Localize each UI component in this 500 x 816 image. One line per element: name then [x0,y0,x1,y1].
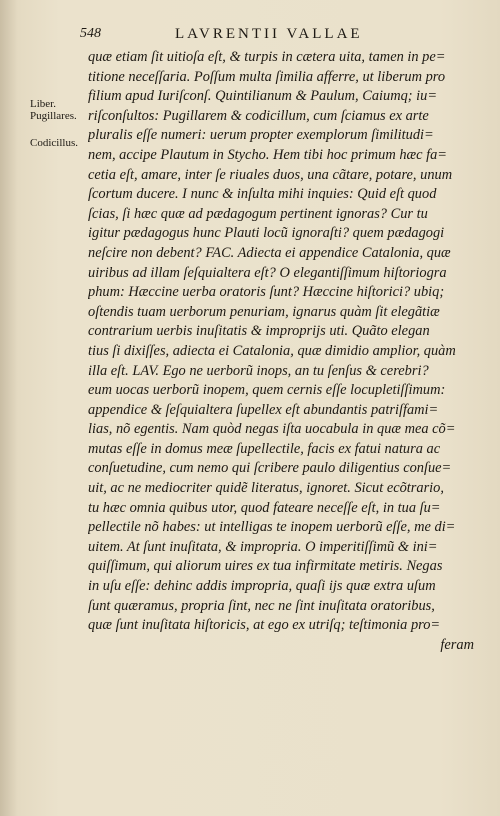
text-line: igitur pædagogus hunc Plauti locũ ignoraſti? quem pædagogi [88,225,445,242]
text-line: mutas eſſe in domus meæ ſupellectile, facis ex fatui natura ac [88,440,441,457]
margin-note-pugillares [30,98,77,122]
running-head: LAVRENTII VALLAE [175,26,363,42]
margin-note-codicillus [30,137,78,149]
text-line: tius ſi dixiſſes, adiecta ei Catalonia, quæ dimidio amplior, quàm [88,342,456,359]
body-text [88,48,488,655]
text-line: pellectile nõ habes: ut intelligas te inopem uerborũ eſſe, me di= [88,519,456,536]
text-line: titione neceſſaria. Poſſum multa ſimilia afferre, ut liberum pro [88,68,446,85]
catchword: feram [440,636,474,653]
text-line: nem, accipe Plautum in Stycho. Hem tibi hoc primum hæc fa= [88,146,448,163]
text-line: illa eſt. LAV. Ego ne uerborũ inops, an tu ſenſus & cerebri? [88,362,429,379]
text-line: filium apud Iuriſconſ. Quintilianum & Paulum, Caiumq; iu= [88,88,438,105]
text-line: cetia eſt, amare, inter ſe riuales duos, una cãtare, potare, unum [88,166,453,183]
text-line: uit, ac ne mediocriter quidẽ literatus, ignoret. Sicut ecõtrario, [88,480,444,497]
text-line: in uſu eſſe: dehinc addis impropria, quaſi ijs quæ extra uſum [88,578,436,595]
text-line: quæ ſunt inuſitata hiſtoricis, at ego ex utriſq; teſtimonia pro= [88,617,441,634]
text-line: phum: Hæccine uerba oratoris ſunt? Hæccine hiſtorici? ubiq; [88,284,445,301]
text-line: contrarium uerbis inuſitatis & improprijs uti. Quãto elegan [88,323,430,340]
text-line: neſcire non debent? FAC. Adiecta ei appendice Catalonia, quæ [88,244,451,261]
text-line: appendice & ſeſquialtera ſupellex eſt abundantis patriſfami= [88,401,439,418]
page-header [80,26,480,44]
text-line: quiſſimum, qui aliorum uires ex tua infirmitate metiris. Negas [88,558,443,575]
page-number: 548 [80,26,101,41]
text-line: lias, nõ egentis. Nam quòd negas iſta uocabula in quæ mea cõ= [88,421,456,438]
text-line: uitem. At ſunt inuſitata, & impropria. O imperitiſſimũ & ini= [88,538,438,555]
text-line: riſconſultos: Pugillarem & codicillum, cum ſciamus ex arte [88,107,429,124]
margin-note-line: Codicillus. [30,137,78,149]
text-line: oſtendis tuam uerborum penuriam, ignarus quàm ſit elegãtiæ [88,303,440,320]
text-line: uiribus ad illam ſeſquialtera eſt? O elegantiſſimum hiſtoriogra [88,264,447,281]
text-line: ſunt quæramus, propria ſint, nec ne ſint inuſitata oratoribus, [88,597,435,614]
margin-note-line: Pugillares. [30,110,77,122]
text-line: ſcortum ducere. I nunc & inſulta mihi inquies: Quid eſt quod [88,186,437,203]
text-line: pluralis eſſe numeri: uerum propter exemplorum ſimilitudi= [88,127,434,144]
margin-note-line: Liber. [30,98,56,110]
text-line: conſuetudine, cum nemo qui ſcribere paulo diligentius conſue= [88,460,452,477]
text-line: tu hæc omnia quibus utor, quod fateare neceſſe eſt, in tua ſu= [88,499,441,516]
text-line: ſcias, ſi hæc quæ ad pædagogum pertinent ignoras? Cur tu [88,205,428,222]
text-line: eum uocas uerborũ inopem, quem cernis eſſe locupletiſſimum: [88,382,446,399]
text-line: quæ etiam ſit uitioſa eſt, & turpis in cætera uita, tamen in pe= [88,49,446,65]
